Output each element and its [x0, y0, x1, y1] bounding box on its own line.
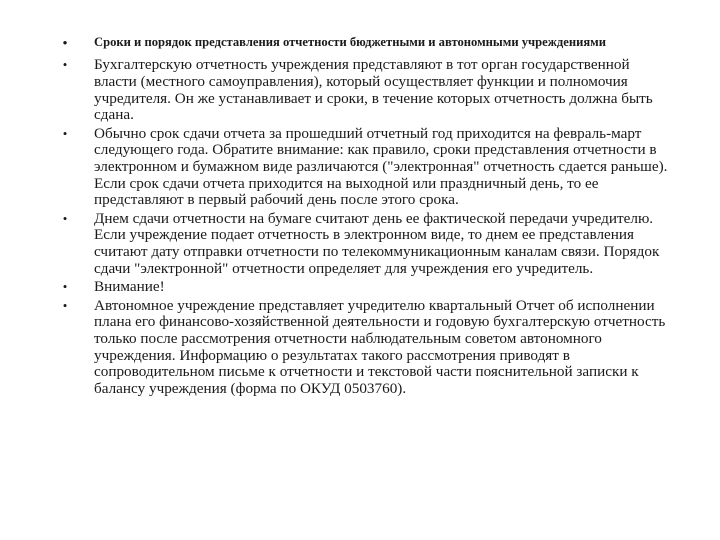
bullet-item-heading	[60, 30, 672, 49]
heading-text: Сроки и порядок представления отчетности бюджетными и автономными учреждениями	[94, 35, 606, 49]
bullet-list	[60, 30, 672, 399]
bullet-icon: •	[62, 57, 68, 73]
bullet-item	[60, 126, 672, 209]
bullet-icon: •	[62, 210, 68, 226]
bullet-icon: •	[62, 125, 68, 141]
bullet-icon: •	[62, 297, 68, 313]
paragraph-text: Автономное учреждение представляет учредителю квартальный Отчет об исполнении плана его финансово-хозяйственной деятельности и годовую бухгалтерскую отчетность только после рассмотрения отчетности наблюдательным советом автономного учреждения. Информацию о результатах такого рассмотрения приводят в сопроводительном письме к отчетности и текстовой части пояснительной записки к балансу учреждения (форма по ОКУД 0503760).	[94, 296, 666, 397]
bullet-item	[60, 279, 672, 296]
bullet-icon: •	[62, 35, 68, 50]
paragraph-text: Днем сдачи отчетности на бумаге считают день ее фактической передачи учредителю. Если учреждение подает отчетность в электронном виде, то днем ее представления считают дату отправки отчетности по телекоммуникационным каналам связи. Порядок сдачи "электронной" отчетности определяет для учреждения его учредитель.	[94, 209, 660, 277]
paragraph-text: Бухгалтерскую отчетность учреждения представляют в тот орган государственной власти (местного самоуправления), который осуществляет функции и полномочия учредителя. Он же устанавливает и сроки, в течение которых отчетность должна быть сдана.	[94, 56, 653, 124]
bullet-item	[60, 57, 672, 123]
bullet-item	[60, 298, 672, 398]
paragraph-text: Обычно срок сдачи отчета за прошедший отчетный год приходится на февраль-март следующего года. Обратите внимание: как правило, сроки представления отчетности в электронном и бумажном виде различаются ("электронная" отчетность сдается раньше). Если срок сдачи отчета приходится на выходной или праздничный день, то ее представляют в первый рабочий день после этого срока.	[94, 124, 668, 209]
attention-text: Внимание!	[94, 278, 165, 296]
bullet-icon: •	[62, 279, 68, 295]
bullet-item	[60, 211, 672, 277]
